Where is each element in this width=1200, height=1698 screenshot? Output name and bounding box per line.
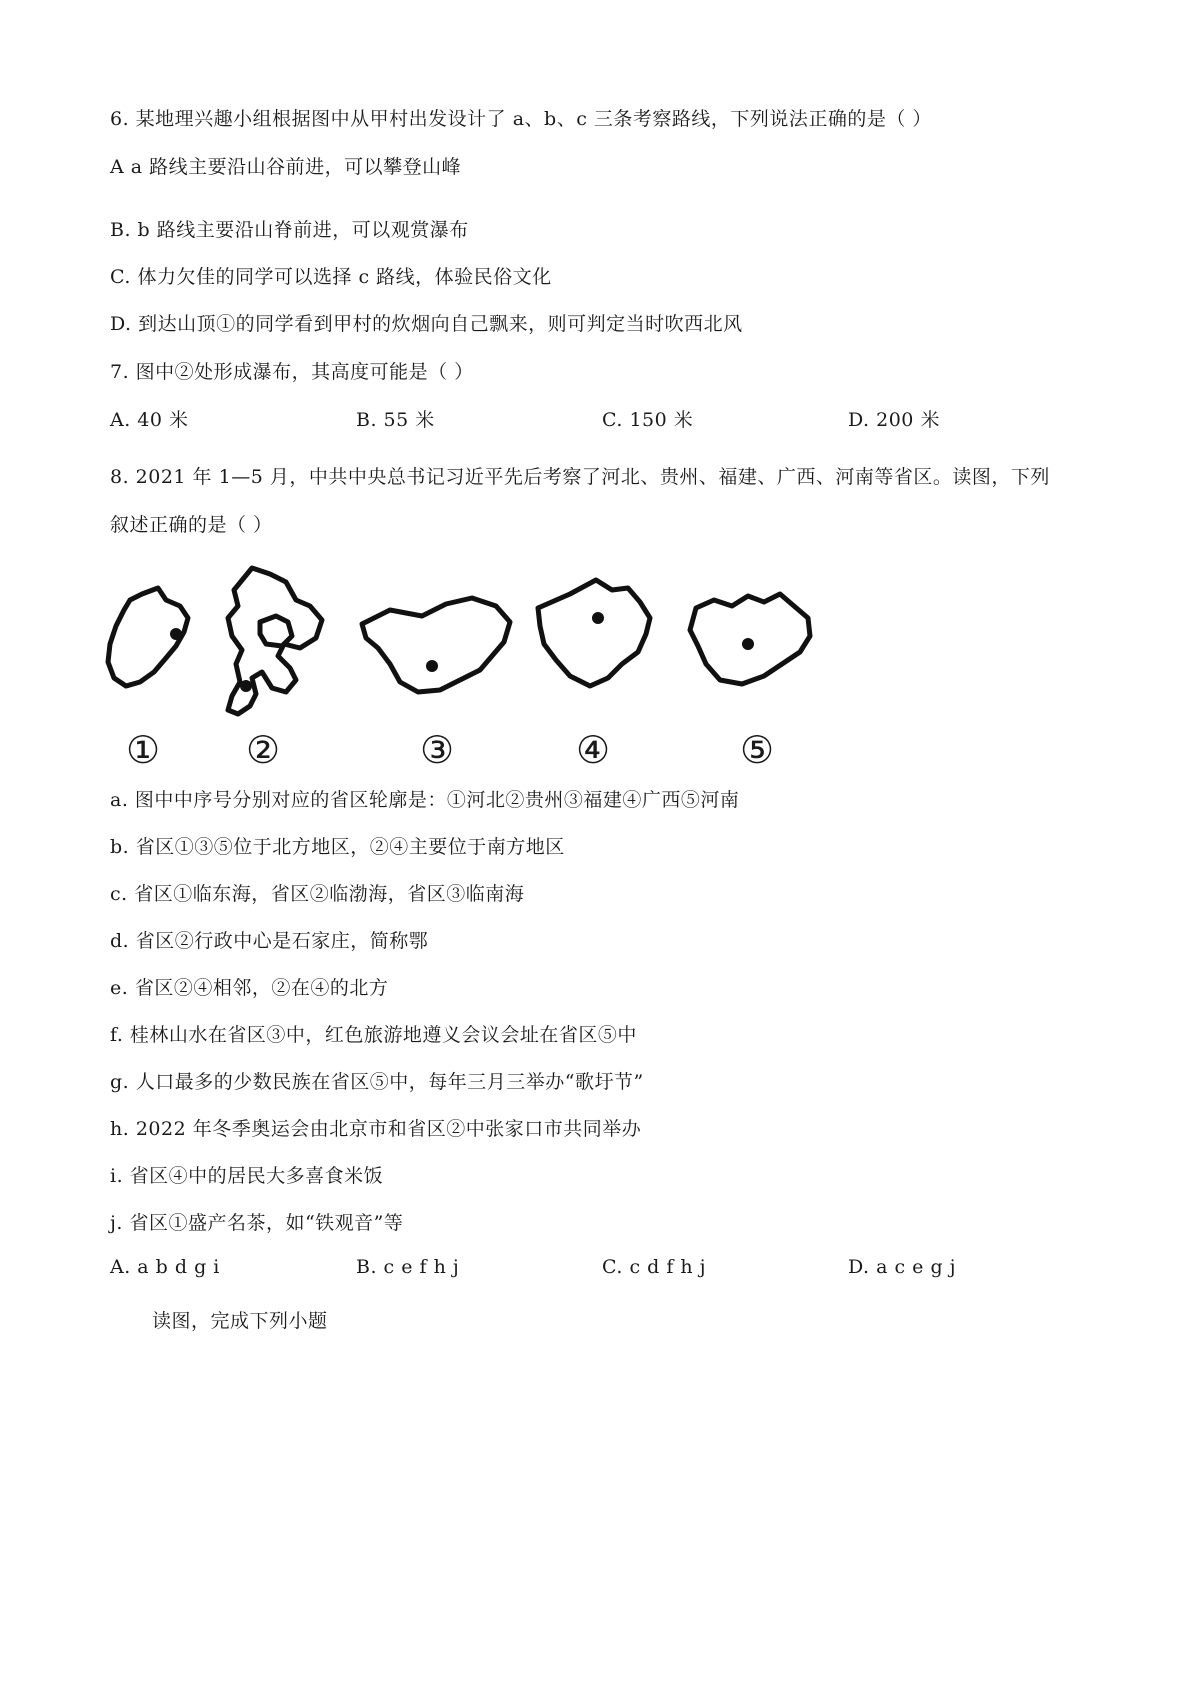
q6-option-d: D. 到达山顶①的同学看到甲村的炊烟向自己飘来，则可判定当时吹西北风	[110, 313, 743, 335]
province-outline-figure	[100, 560, 920, 772]
map-label-1: ①	[126, 728, 161, 772]
statement-h: h. 2022 年冬季奥运会由北京市和省区②中张家口市共同举办	[110, 1118, 642, 1140]
q7-option-c: C. 150 米	[602, 409, 694, 431]
province-3-outline	[362, 598, 510, 692]
statement-c: c. 省区①临东海，省区②临渤海，省区③临南海	[110, 883, 525, 905]
capital-dot-5	[742, 638, 754, 650]
q8-stem-line2: 叙述正确的是（ ）	[110, 514, 273, 536]
province-4-outline	[538, 580, 650, 686]
statement-b: b. 省区①③⑤位于北方地区，②④主要位于南方地区	[110, 836, 565, 858]
capital-dot-4	[592, 612, 604, 624]
province-outlines	[100, 560, 920, 730]
q8-option-a: A. a b d g i	[110, 1256, 220, 1278]
statement-a: a. 图中中序号分别对应的省区轮廓是：①河北②贵州③福建④广西⑤河南	[110, 789, 740, 811]
statement-d: d. 省区②行政中心是石家庄，简称鄂	[110, 930, 429, 952]
q6-option-b: B. b 路线主要沿山脊前进，可以观赏瀑布	[110, 219, 469, 241]
map-label-3: ③	[420, 728, 455, 772]
footer-instruction: 读图，完成下列小题	[152, 1310, 328, 1332]
capital-dot-2	[240, 680, 252, 692]
map-label-5: ⑤	[740, 728, 775, 772]
capital-dot-1	[170, 628, 182, 640]
q7-option-b: B. 55 米	[356, 409, 435, 431]
q8-option-d: D. a c e g j	[848, 1256, 957, 1278]
q7-option-d: D. 200 米	[848, 409, 940, 431]
q7-options	[110, 405, 1110, 435]
statement-e: e. 省区②④相邻，②在④的北方	[110, 977, 389, 999]
q7-stem: 7. 图中②处形成瀑布，其高度可能是（ ）	[110, 361, 474, 383]
q7-option-a: A. 40 米	[110, 409, 189, 431]
province-2-inner-outline	[260, 616, 292, 646]
q8-stem-line1: 8. 2021 年 1—5 月，中共中央总书记习近平先后考察了河北、贵州、福建、广西、河南等省区。读图，下列	[110, 466, 1050, 488]
q8-option-c: C. c d f h j	[602, 1256, 707, 1278]
q8-option-b: B. c e f h j	[356, 1256, 460, 1278]
q6-stem: 6. 某地理兴趣小组根据图中从甲村出发设计了 a、b、c 三条考察路线，下列说法正确的是（ ）	[110, 108, 932, 130]
map-label-2: ②	[246, 728, 281, 772]
map-label-4: ④	[576, 728, 611, 772]
statement-i: i. 省区④中的居民大多喜食米饭	[110, 1165, 384, 1187]
statement-f: f. 桂林山水在省区③中，红色旅游地遵义会议会址在省区⑤中	[110, 1024, 637, 1046]
q8-options	[110, 1256, 1110, 1286]
q6-option-c: C. 体力欠佳的同学可以选择 c 路线，体验民俗文化	[110, 266, 552, 288]
q6-option-a: A a 路线主要沿山谷前进，可以攀登山峰	[110, 156, 462, 178]
statement-j: j. 省区①盛产名茶，如“铁观音”等	[110, 1212, 404, 1234]
statement-g: g. 人口最多的少数民族在省区⑤中，每年三月三举办“歌圩节”	[110, 1071, 644, 1093]
province-2-outline	[228, 568, 322, 714]
capital-dot-3	[426, 660, 438, 672]
